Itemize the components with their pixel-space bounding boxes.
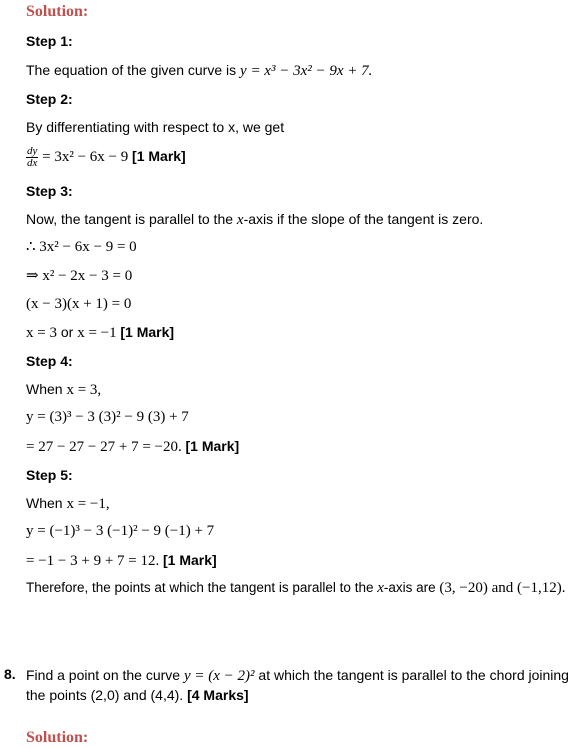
curve-equation-text: The equation of the given curve is xyxy=(26,62,241,78)
conclusion-line xyxy=(26,579,565,597)
mark-badge: [1 Mark] xyxy=(120,324,175,340)
question-text-b: at which the tangent is parallel to the chord joining the points (2,0) and (4,4). xyxy=(26,667,569,703)
roots-line xyxy=(26,323,174,342)
step-1-label: Step 1: xyxy=(26,33,73,49)
root-2: x = −1 xyxy=(77,325,121,341)
x-value: x = −1, xyxy=(66,496,110,512)
step-5-label: Step 5: xyxy=(26,467,73,483)
tangent-condition-text-a: Now, the tangent is parallel to the xyxy=(26,211,237,227)
solution-heading-2: Solution: xyxy=(26,729,89,746)
step-4-label: Step 4: xyxy=(26,353,73,369)
question-text-a: Find a point on the curve xyxy=(26,667,184,683)
step-2-label: Step 2: xyxy=(26,91,73,107)
derivative-line xyxy=(26,143,186,170)
step-3-label: Step 3: xyxy=(26,183,73,199)
curve-equation-line xyxy=(26,61,372,80)
solution-heading: Solution: xyxy=(26,3,89,20)
equation-line-2: ⇒ x² − 2x − 3 = 0 xyxy=(26,268,133,284)
substitution-line-1: y = (3)³ − 3 (3)² − 9 (3) + 7 xyxy=(26,409,189,425)
conclusion-text-b: -axis are xyxy=(383,580,440,595)
tangent-condition-text-b: -axis if the slope of the tangent is zero. xyxy=(243,211,484,227)
or-text: or xyxy=(56,324,78,340)
x-variable: x xyxy=(377,580,384,596)
x-variable: x xyxy=(236,212,244,228)
result-line-1 xyxy=(26,437,239,456)
question-number: 8. xyxy=(4,666,16,682)
mark-badge: [1 Mark] xyxy=(185,438,240,454)
when-x-neg1-line xyxy=(26,494,110,513)
equation-line-3: (x − 3)(x + 1) = 0 xyxy=(26,296,132,312)
question-math: y = (x − 2)² xyxy=(184,668,255,684)
result-line-2 xyxy=(26,551,217,570)
mark-badge: [1 Mark] xyxy=(132,148,186,164)
conclusion-math: (3, −20) and (−1,12). xyxy=(439,580,566,596)
result-math: = 27 − 27 − 27 + 7 = −20. xyxy=(26,439,186,455)
result-math: = −1 − 3 + 9 + 7 = 12. xyxy=(26,553,164,569)
when-text: When xyxy=(26,495,67,511)
question-text xyxy=(26,666,576,705)
differentiate-text: By differentiating with respect to x, we get xyxy=(26,119,285,135)
dy-dx-fraction: $\frac{dy}{dx}$ xyxy=(27,144,38,169)
substitution-line-2: y = (−1)³ − 3 (−1)² − 9 (−1) + 7 xyxy=(26,523,215,539)
conclusion-text-a: Therefore, the points at which the tangent is parallel to the xyxy=(26,580,378,595)
derivative-math: = 3x² − 6x − 9 xyxy=(38,149,133,165)
root-1: x = 3 xyxy=(26,325,57,341)
x-value: x = 3, xyxy=(66,382,102,398)
mark-badge: [1 Mark] xyxy=(163,552,217,568)
tangent-condition-line xyxy=(26,210,483,229)
mark-badge: [4 Marks] xyxy=(187,687,249,703)
equation-line-1: ∴ 3x² − 6x − 9 = 0 xyxy=(26,239,137,255)
curve-equation-math: y = x³ − 3x² − 9x + 7. xyxy=(240,63,373,79)
when-x-3-line xyxy=(26,380,101,399)
when-text: When xyxy=(26,381,67,397)
